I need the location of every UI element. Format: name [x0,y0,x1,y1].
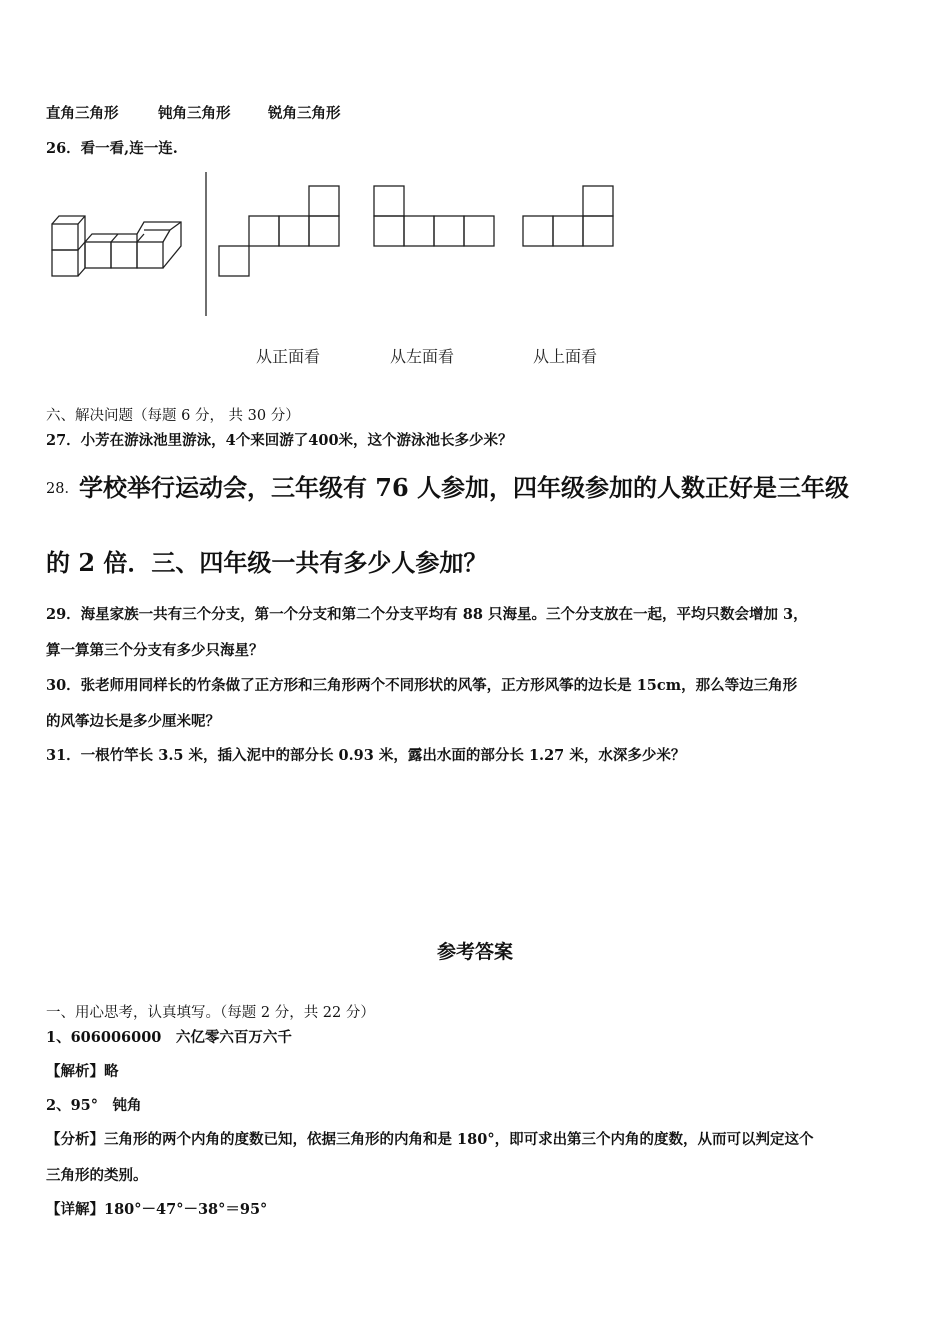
question-26: 26．看一看,连一连. [46,140,178,157]
question-29-line-2: 算一算第三个分支有多少只海星？ [46,642,264,659]
question-28-number: 28． [46,481,79,497]
question-28-line-1 [46,468,849,503]
cube-views-figure [0,160,650,330]
view-shape-2 [374,186,494,246]
answers-section-1-heading: 一、用心思考，认真填写。（每题 2 分，共 22 分） [46,1005,375,1021]
answer-2-detail: 【详解】180°－47°－38°＝95° [46,1201,268,1218]
question-28-line-2: 的 2 倍．三、四年级一共有多少人参加？ [46,548,488,577]
question-31: 31．一根竹竿长 3.5 米，插入泥中的部分长 0.93 米，露出水面的部分长 1.27 米，水深多少米？ [46,747,686,764]
answer-2-analysis-line-2: 三角形的类别。 [46,1167,148,1184]
question-28-text: 学校举行运动会，三年级有 76 人参加，四年级参加的人数正好是三年级 [78,473,850,502]
answer-2-analysis-line-1: 【分析】三角形的两个内角的度数已知，依据三角形的内角和是 180°，即可求出第三个内角的度数，从而可以判定这个 [46,1131,814,1148]
question-27: 27．小芳在游泳池里游泳，4个来回游了400米，这个游泳池长多少米？ [46,432,513,449]
caption-top-view: 从上面看 [533,347,598,366]
question-29-line-1: 29．海星家族一共有三个分支，第一个分支和第二个分支平均有 88 只海星。三个分支放在一起，平均只数会增加 3， [46,606,808,623]
triangle-type-obtuse: 钝角三角形 [158,105,231,122]
answer-2: 2、95° 钝角 [46,1097,142,1114]
question-30-line-1: 30．张老师用同样长的竹条做了正方形和三角形两个不同形状的风筝，正方形风筝的边长是 15cm，那么等边三角形 [46,677,798,694]
triangle-type-acute: 锐角三角形 [268,105,341,122]
view-shape-3 [523,186,613,246]
caption-left-view: 从左面看 [390,347,455,366]
caption-front-view: 从正面看 [256,347,321,366]
question-30-line-2: 的风筝边长是多少厘米呢？ [46,713,220,730]
triangle-type-right: 直角三角形 [46,105,119,122]
answer-1-analysis: 【解析】略 [46,1063,119,1080]
cube-stack-figure [52,216,181,276]
answers-title: 参考答案 [436,941,513,963]
section-6-heading: 六、解决问题（每题 6 分， 共 30 分） [46,408,300,424]
answer-1: 1、606006000 六亿零六百万六千 [46,1029,292,1046]
view-shape-1 [219,186,339,276]
